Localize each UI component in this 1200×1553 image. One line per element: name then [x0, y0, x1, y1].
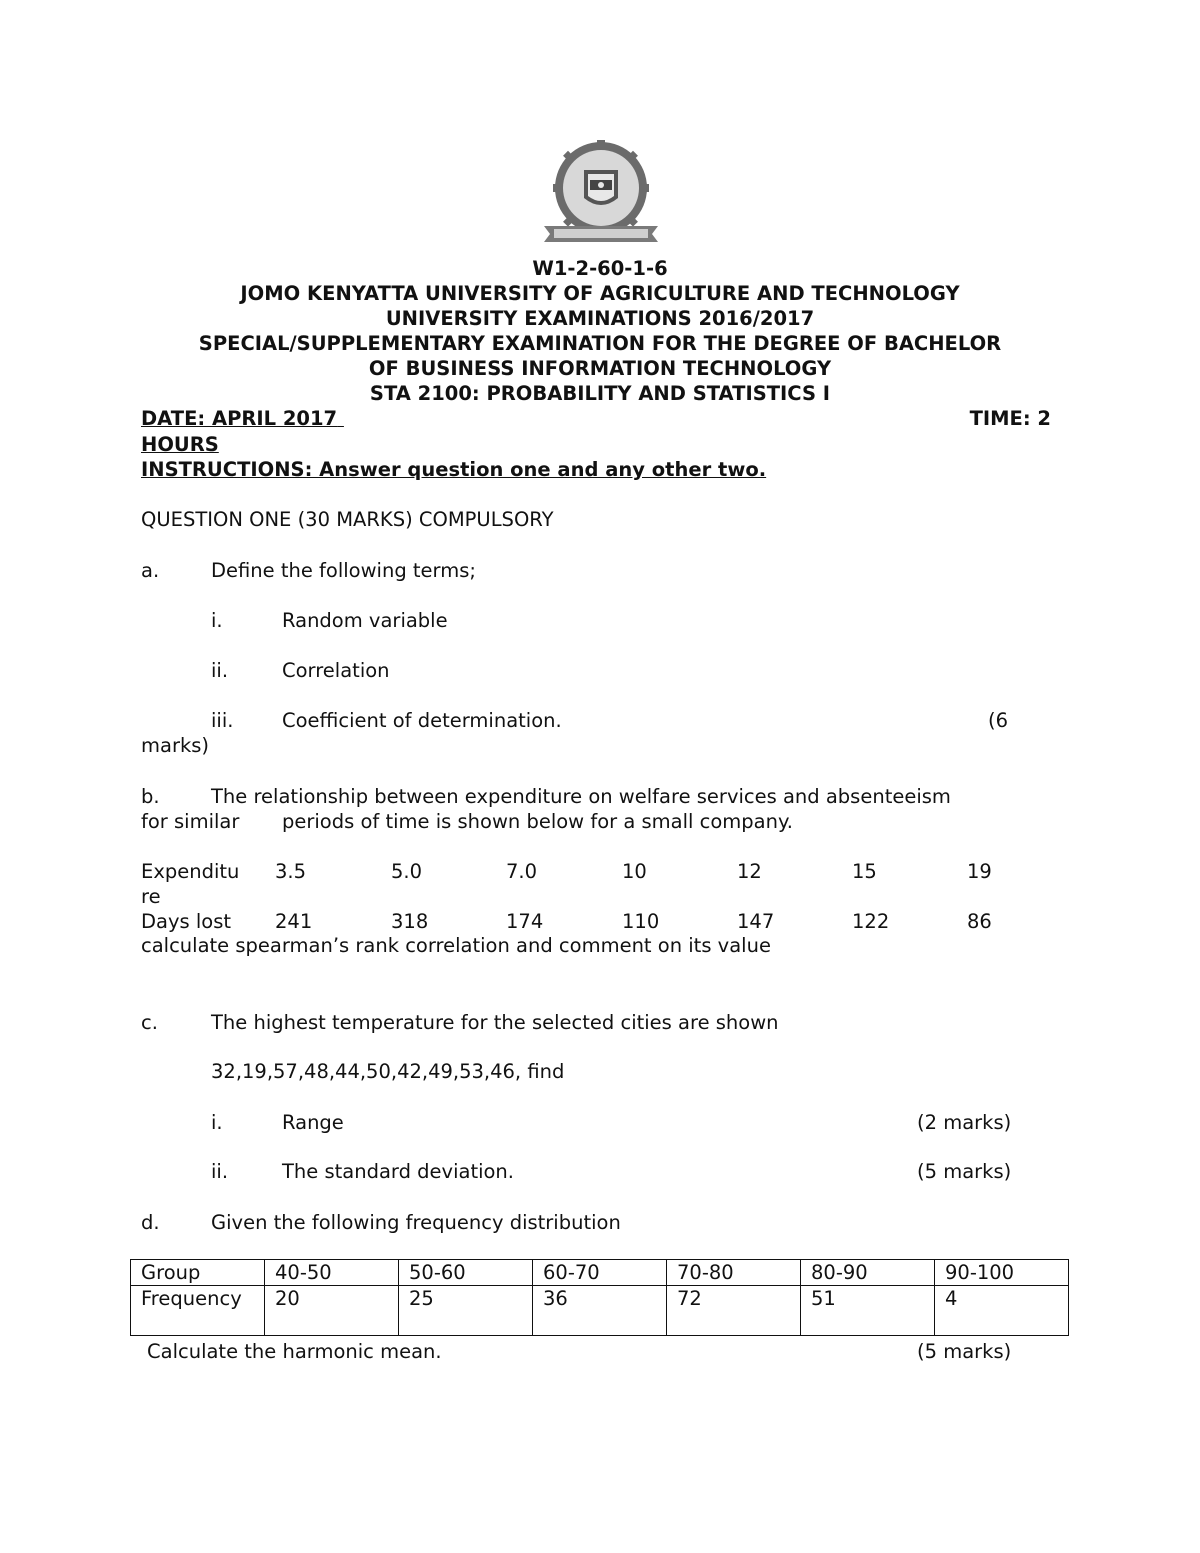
expenditure-value: 3.5	[275, 860, 307, 883]
part-a-item-text: Random variable	[282, 609, 448, 632]
table-cell: 25	[399, 1286, 533, 1336]
part-a-item-num: iii.	[211, 709, 234, 732]
table-cell: 80-90	[801, 1260, 935, 1286]
part-b-line2a: for similar	[141, 810, 240, 833]
days-lost-value: 318	[391, 910, 429, 933]
part-a-item-text: Coefficient of determination.	[282, 709, 562, 732]
part-a-item-text: Correlation	[282, 659, 390, 682]
university-name: JOMO KENYATTA UNIVERSITY OF AGRICULTURE AND TECHNOLOGY	[240, 282, 960, 305]
table-cell: 4	[935, 1286, 1069, 1336]
table-cell: Group	[131, 1260, 265, 1286]
logo-shield	[584, 170, 618, 205]
exam-date: DATE: APRIL 2017	[141, 407, 338, 430]
exam-code: W1-2-60-1-6	[532, 257, 668, 280]
table-cell: 72	[667, 1286, 801, 1336]
table-cell	[131, 1286, 265, 1336]
days-lost-value: 241	[275, 910, 313, 933]
date-time-line	[141, 407, 1051, 431]
part-b-label: b.	[141, 785, 160, 808]
part-d-instruction: Calculate the harmonic mean.	[147, 1340, 442, 1363]
exam-type-line1: SPECIAL/SUPPLEMENTARY EXAMINATION FOR THE DEGREE OF BACHELOR	[198, 332, 1002, 355]
exam-time: TIME: 2	[969, 407, 1051, 430]
part-d-text: Given the following frequency distribution	[211, 1211, 621, 1234]
table-cell: 36	[533, 1286, 667, 1336]
expenditure-value: 15	[852, 860, 877, 883]
expenditure-value: 12	[737, 860, 762, 883]
exam-time-hours: HOURS	[141, 433, 219, 456]
question-one-title: QUESTION ONE (30 MARKS) COMPULSORY	[141, 508, 554, 531]
part-c-item-num: i.	[211, 1111, 223, 1134]
expenditure-label-cont: re	[141, 885, 161, 908]
days-lost-value: 147	[737, 910, 775, 933]
part-d-label: d.	[141, 1211, 160, 1234]
part-b-line2b: periods of time is shown below for a small company.	[282, 810, 793, 833]
exam-type-line2: OF BUSINESS INFORMATION TECHNOLOGY	[368, 357, 832, 380]
table-cell: 20	[265, 1286, 399, 1336]
part-b-line1: The relationship between expenditure on welfare services and absenteeism	[211, 785, 951, 808]
expenditure-value: 19	[967, 860, 992, 883]
table-row	[131, 1286, 1069, 1336]
days-lost-value: 122	[852, 910, 890, 933]
part-c-item-marks: (5 marks)	[917, 1160, 1012, 1183]
part-c-data: 32,19,57,48,44,50,42,49,53,46, find	[211, 1060, 565, 1083]
part-b-instruction: calculate spearman’s rank correlation and comment on its value	[141, 934, 771, 957]
part-c-item-num: ii.	[211, 1160, 229, 1183]
exam-session: UNIVERSITY EXAMINATIONS 2016/2017	[385, 307, 815, 330]
part-a-marks: (6	[988, 709, 1009, 732]
frequency-label: Frequency	[141, 1287, 242, 1310]
instructions: INSTRUCTIONS: Answer question one and any other two.	[141, 458, 767, 481]
table-cell: 50-60	[399, 1260, 533, 1286]
table-row	[131, 1260, 1069, 1286]
table-cell: 90-100	[935, 1260, 1069, 1286]
part-a-item-num: i.	[211, 609, 223, 632]
days-lost-value: 110	[622, 910, 660, 933]
part-a-item-num: ii.	[211, 659, 229, 682]
part-c-label: c.	[141, 1011, 158, 1034]
part-c-text: The highest temperature for the selected cities are shown	[211, 1011, 779, 1034]
university-logo	[540, 140, 662, 250]
expenditure-value: 5.0	[391, 860, 423, 883]
days-lost-value: 86	[967, 910, 992, 933]
expenditure-value: 10	[622, 860, 647, 883]
part-a-marks-cont: marks)	[141, 734, 210, 757]
logo-ribbon	[544, 226, 658, 242]
part-a-text: Define the following terms;	[211, 559, 476, 582]
table-cell: 70-80	[667, 1260, 801, 1286]
expenditure-label: Expenditu	[141, 860, 240, 883]
table-cell: 60-70	[533, 1260, 667, 1286]
table-cell: 40-50	[265, 1260, 399, 1286]
course-title: STA 2100: PROBABILITY AND STATISTICS I	[369, 382, 831, 405]
part-c-item-marks: (2 marks)	[917, 1111, 1012, 1134]
expenditure-value: 7.0	[506, 860, 538, 883]
part-a-label: a.	[141, 559, 160, 582]
table-cell: 51	[801, 1286, 935, 1336]
part-d-marks: (5 marks)	[917, 1340, 1012, 1363]
days-lost-value: 174	[506, 910, 544, 933]
part-c-item-text: The standard deviation.	[282, 1160, 514, 1183]
days-lost-label: Days lost	[141, 910, 232, 933]
frequency-table	[130, 1259, 1069, 1336]
part-c-item-text: Range	[282, 1111, 344, 1134]
